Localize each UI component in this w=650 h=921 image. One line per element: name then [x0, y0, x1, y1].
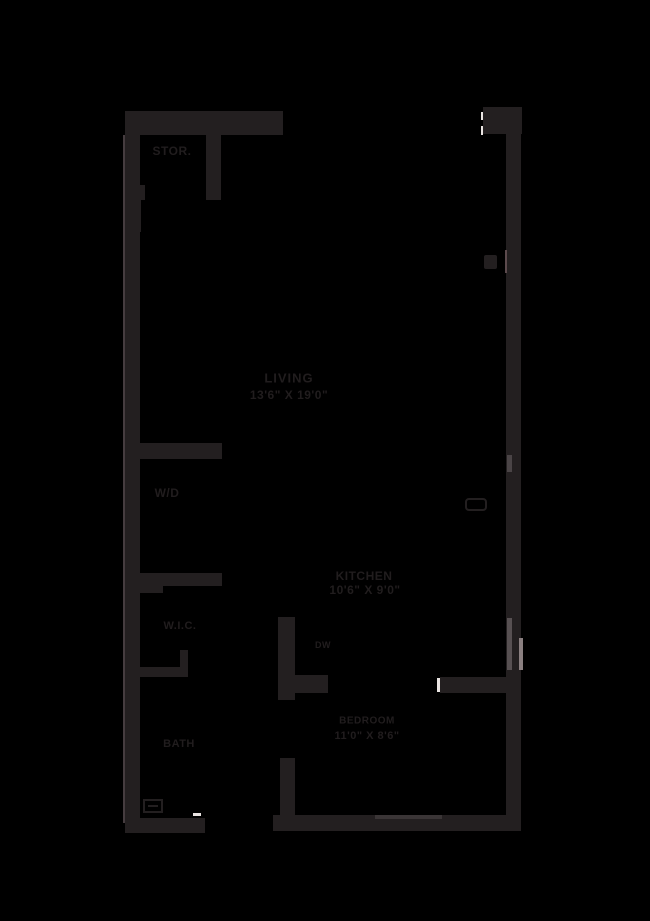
bedroom-dimensions: 11'0" X 8'6" — [334, 730, 400, 742]
wall-top — [125, 111, 283, 135]
walk-in-closet-label: W.I.C. — [163, 620, 197, 632]
wall-left-highlight — [123, 135, 125, 823]
kitchen-label: KITCHEN — [335, 569, 393, 583]
storage-closet-wall — [206, 135, 221, 200]
window-strip — [507, 455, 512, 472]
washer-dryer-label: W/D — [154, 486, 180, 500]
storage-label: STOR. — [152, 144, 192, 158]
bedroom-label: BEDROOM — [339, 715, 395, 727]
wall-right — [506, 134, 521, 831]
window-strip — [505, 250, 507, 273]
kitchen-counter-wall — [278, 617, 295, 700]
entry-door-jamb-tick — [481, 126, 483, 135]
toilet-fixture-line — [148, 805, 158, 807]
bedroom-side-wall — [280, 758, 295, 818]
toilet-fixture — [143, 799, 163, 813]
partition-closet-top — [125, 573, 222, 586]
dishwasher-label: DW — [315, 640, 331, 650]
entry-door-jamb-tick — [481, 112, 483, 120]
partition-laundry-top — [125, 443, 222, 459]
living-room-label: LIVING — [264, 370, 314, 386]
wall-bottom-left — [125, 818, 205, 833]
closet-door-jamb-stub — [180, 650, 188, 677]
window-strip — [375, 815, 442, 819]
kitchen-dimensions: 10'6" X 9'0" — [329, 583, 401, 597]
window-strip — [507, 618, 512, 670]
kitchen-counter-stub — [295, 675, 328, 693]
bedroom-door-jamb-tick — [437, 678, 440, 692]
wall-panel-symbol — [465, 498, 487, 511]
living-room-dimensions: 13'6" X 19'0" — [249, 388, 329, 402]
thermostat-symbol — [484, 255, 497, 269]
patio-door-jamb-tick — [193, 813, 201, 816]
bath-label: BATH — [163, 738, 195, 750]
door-leaf — [137, 200, 141, 232]
partition-bath-top — [125, 667, 188, 677]
window-strip — [519, 638, 523, 670]
partition-closet-top-stub — [125, 586, 163, 593]
door-hinge-notch — [136, 185, 145, 200]
bedroom-top-wall — [440, 677, 521, 693]
entry-wall-block — [483, 107, 522, 134]
